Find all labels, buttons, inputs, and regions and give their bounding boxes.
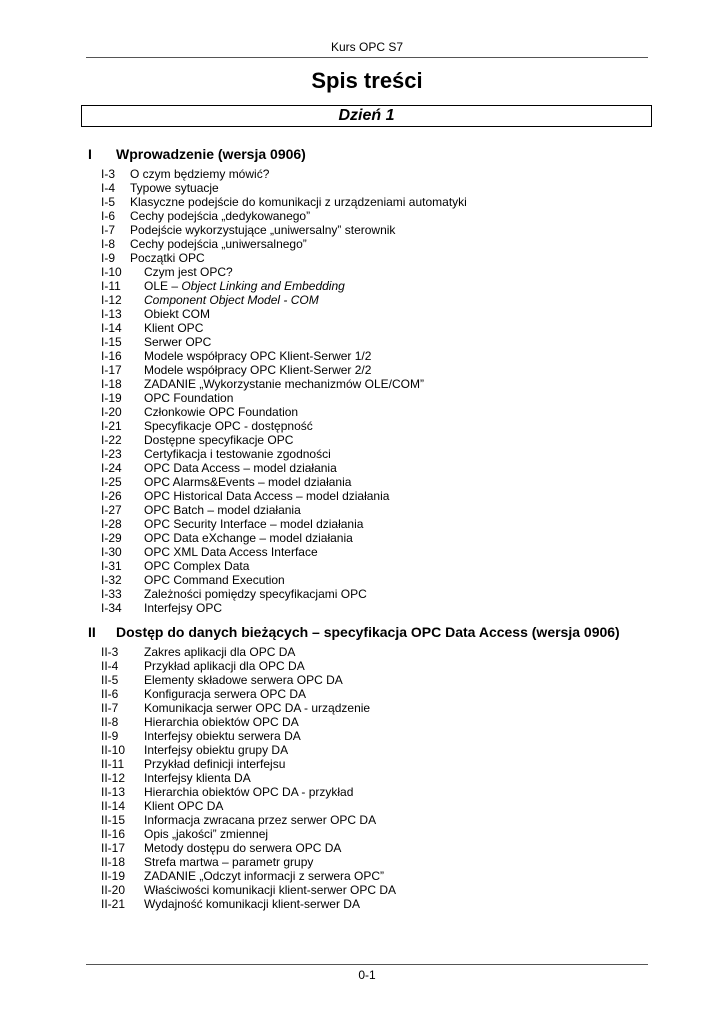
section-number: II: [88, 624, 96, 640]
entry-code: I-24: [101, 461, 122, 475]
entry-title-text: OPC XML Data Access Interface: [144, 545, 318, 559]
entry-title: [144, 475, 351, 489]
toc-entry: [101, 559, 661, 573]
entry-title: [144, 813, 376, 827]
entry-code: I-34: [101, 601, 122, 615]
entry-title-text: Hierarchia obiektów OPC DA - przykład: [144, 785, 354, 799]
toc-entry: [101, 545, 661, 559]
toc-entry: [101, 841, 661, 855]
entry-title: [144, 673, 343, 687]
footer-rule: [86, 964, 648, 965]
entry-title: [144, 897, 360, 911]
entry-code: I-19: [101, 391, 122, 405]
entry-code: II-20: [101, 883, 126, 897]
entry-code: II-15: [101, 813, 126, 827]
entry-title-text: ZADANIE „Odczyt informacji z serwera OPC”: [144, 869, 385, 883]
entry-title: [144, 265, 233, 279]
entry-title: [144, 827, 268, 841]
entry-title: [144, 335, 211, 349]
toc-entry: [101, 237, 661, 251]
entry-code: I-9: [101, 251, 116, 265]
entry-code: I-6: [101, 209, 116, 223]
day-heading-box: [81, 105, 652, 127]
entry-title-text: Klasyczne podejście do komunikacji z urządzeniami automatyki: [130, 195, 467, 209]
entry-title-text: Początki OPC: [130, 251, 205, 265]
entry-title: [144, 715, 299, 729]
toc-entry: [101, 475, 661, 489]
entry-code: II-18: [101, 855, 126, 869]
toc-entry: [101, 279, 661, 293]
entry-title-text: Czym jest OPC?: [144, 265, 233, 279]
entry-title: [144, 659, 305, 673]
entry-title-text: OLE –: [144, 279, 182, 293]
entry-title: [130, 167, 269, 181]
entry-title-italic: Object Linking and Embedding: [181, 279, 345, 293]
entry-title: [144, 531, 353, 545]
entry-code: I-25: [101, 475, 122, 489]
entry-code: I-22: [101, 433, 122, 447]
entry-title-text: OPC Complex Data: [144, 559, 250, 573]
toc-entry: [101, 195, 661, 209]
toc-entry: [101, 265, 661, 279]
toc-entry: [101, 335, 661, 349]
entry-code: I-10: [101, 265, 122, 279]
toc-entry: [101, 813, 661, 827]
entry-title: [144, 377, 424, 391]
entry-code: I-33: [101, 587, 122, 601]
entry-title-text: Cechy podejścia „uniwersalnego”: [130, 237, 307, 251]
toc-entry: [101, 377, 661, 391]
entry-code: II-4: [101, 659, 119, 673]
entry-title: [144, 799, 223, 813]
entry-title-text: OPC Batch – model działania: [144, 503, 301, 517]
entry-title: [144, 601, 222, 615]
entry-title-text: Obiekt COM: [144, 307, 211, 321]
entry-title: [144, 757, 285, 771]
entry-title-text: ZADANIE „Wykorzystanie mechanizmów OLE/COM”: [144, 377, 424, 391]
running-header: Kurs OPC S7: [330, 40, 404, 54]
toc-entry: [101, 433, 661, 447]
toc-entry: [101, 503, 661, 517]
entry-title: [144, 321, 203, 335]
entry-title-text: Metody dostępu do serwera OPC DA: [144, 841, 342, 855]
entry-title: [144, 687, 306, 701]
entry-code: I-17: [101, 363, 122, 377]
entry-title-text: O czym będziemy mówić?: [130, 167, 270, 181]
entry-title-text: Wydajność komunikacji klient-serwer DA: [144, 897, 360, 911]
entry-title: [144, 461, 337, 475]
entry-title: [144, 559, 249, 573]
entry-title-italic: Component Object Model - COM: [144, 293, 319, 307]
entry-title-text: OPC Security Interface – model działania: [144, 517, 364, 531]
toc-entry: [101, 827, 661, 841]
entry-title: [144, 349, 371, 363]
toc-entry: [101, 293, 661, 307]
entry-code: I-31: [101, 559, 122, 573]
entry-title-text: Komunikacja serwer OPC DA - urządzenie: [144, 701, 371, 715]
entry-title-text: Przykład definicji interfejsu: [144, 757, 286, 771]
entry-code: I-16: [101, 349, 122, 363]
entry-title-text: Klient OPC: [144, 321, 204, 335]
page-number: 0-1: [358, 968, 376, 982]
entry-code: I-21: [101, 419, 122, 433]
toc-entry: [101, 531, 661, 545]
entry-code: I-14: [101, 321, 122, 335]
entry-title: [130, 237, 307, 251]
entry-title: [144, 307, 210, 321]
toc-entry: [101, 489, 661, 503]
entry-code: I-28: [101, 517, 122, 531]
entry-title-text: OPC Historical Data Access – model działania: [144, 489, 390, 503]
entry-title-text: Cechy podejścia „dedykowanego”: [130, 209, 311, 223]
entry-title-text: Hierarchia obiektów OPC DA: [144, 715, 299, 729]
toc-entry: [101, 743, 661, 757]
toc-entry: [101, 349, 661, 363]
toc-entry: [101, 405, 661, 419]
entry-title-text: Dostępne specyfikacje OPC: [144, 433, 294, 447]
toc-list-section-2: [101, 645, 661, 911]
entry-code: I-15: [101, 335, 122, 349]
toc-entry: [101, 897, 661, 911]
entry-title: [144, 363, 371, 377]
entry-code: I-29: [101, 531, 122, 545]
entry-code: II-21: [101, 897, 126, 911]
entry-title-text: Modele współpracy OPC Klient-Serwer 2/2: [144, 363, 372, 377]
entry-title: [144, 869, 384, 883]
entry-code: I-32: [101, 573, 122, 587]
entry-code: II-12: [101, 771, 126, 785]
entry-code: I-23: [101, 447, 122, 461]
entry-title: [144, 419, 313, 433]
entry-title: [144, 645, 295, 659]
entry-title-text: Specyfikacje OPC - dostępność: [144, 419, 313, 433]
entry-title-text: Informacja zwracana przez serwer OPC DA: [144, 813, 377, 827]
toc-entry: [101, 729, 661, 743]
entry-title: [130, 181, 219, 195]
entry-code: II-13: [101, 785, 126, 799]
entry-title: [144, 883, 396, 897]
day-label: Dzień 1: [338, 107, 395, 124]
entry-code: I-3: [101, 167, 116, 181]
toc-entry: [101, 167, 661, 181]
entry-code: I-7: [101, 223, 116, 237]
entry-title-text: Typowe sytuacje: [130, 181, 219, 195]
entry-title-text: Przykład aplikacji dla OPC DA: [144, 659, 305, 673]
entry-title: [144, 489, 389, 503]
entry-title-text: Elementy składowe serwera OPC DA: [144, 673, 343, 687]
toc-entry: [101, 715, 661, 729]
entry-code: I-4: [101, 181, 116, 195]
toc-entry: [101, 673, 661, 687]
entry-title: [144, 743, 288, 757]
entry-title: [144, 447, 331, 461]
entry-title-text: Strefa martwa – parametr grupy: [144, 855, 314, 869]
toc-entry: [101, 659, 661, 673]
entry-code: II-9: [101, 729, 119, 743]
toc-entry: [101, 601, 661, 615]
entry-code: I-26: [101, 489, 122, 503]
entry-title-text: OPC Foundation: [144, 391, 234, 405]
entry-title: [144, 701, 370, 715]
entry-title-text: Właściwości komunikacji klient-serwer OPC DA: [144, 883, 397, 897]
entry-code: I-12: [101, 293, 122, 307]
entry-code: II-19: [101, 869, 126, 883]
entry-title-text: OPC Alarms&Events – model działania: [144, 475, 352, 489]
toc-entry: [101, 223, 661, 237]
toc-entry: [101, 209, 661, 223]
entry-title-text: OPC Command Execution: [144, 573, 285, 587]
entry-title: [144, 841, 341, 855]
entry-code: I-13: [101, 307, 122, 321]
entry-code: II-16: [101, 827, 126, 841]
toc-entry: [101, 517, 661, 531]
header-rule: [86, 57, 648, 58]
entry-title-text: Opis „jakości” zmiennej: [144, 827, 269, 841]
entry-title: [144, 573, 285, 587]
entry-title-text: Konfiguracja serwera OPC DA: [144, 687, 307, 701]
entry-title: [144, 405, 298, 419]
entry-code: I-11: [101, 279, 121, 293]
toc-entry: [101, 785, 661, 799]
entry-code: I-30: [101, 545, 122, 559]
toc-entry: [101, 855, 661, 869]
entry-code: I-8: [101, 237, 116, 251]
entry-code: II-14: [101, 799, 126, 813]
entry-title: [144, 587, 367, 601]
entry-title: [144, 785, 353, 799]
entry-title: [130, 195, 467, 209]
entry-title: [144, 293, 319, 307]
entry-title-text: Członkowie OPC Foundation: [144, 405, 299, 419]
entry-title-text: Interfejsy obiektu serwera DA: [144, 729, 301, 743]
entry-title: [144, 517, 363, 531]
toc-entry: [101, 587, 661, 601]
toc-list-section-1: [101, 167, 661, 615]
entry-title: [144, 545, 318, 559]
toc-entry: [101, 321, 661, 335]
entry-title-text: Interfejsy obiektu grupy DA: [144, 743, 289, 757]
entry-code: II-3: [101, 645, 119, 659]
entry-title: [144, 771, 251, 785]
entry-code: II-8: [101, 715, 119, 729]
entry-code: II-6: [101, 687, 119, 701]
toc-entry: [101, 363, 661, 377]
entry-code: I-5: [101, 195, 116, 209]
toc-entry: [101, 645, 661, 659]
section-title: Wprowadzenie (wersja 0906): [116, 146, 306, 162]
entry-title: [144, 279, 345, 293]
entry-title-text: Zakres aplikacji dla OPC DA: [144, 645, 296, 659]
entry-title-text: Serwer OPC: [144, 335, 212, 349]
toc-entry: [101, 883, 661, 897]
toc-entry: [101, 687, 661, 701]
toc-entry: [101, 251, 661, 265]
entry-code: II-7: [101, 701, 119, 715]
entry-title: [130, 223, 395, 237]
toc-entry: [101, 419, 661, 433]
toc-entry: [101, 461, 661, 475]
entry-title-text: Zależności pomiędzy specyfikacjami OPC: [144, 587, 367, 601]
toc-entry: [101, 771, 661, 785]
section-title: Dostęp do danych bieżących – specyfikacja OPC Data Access (wersja 0906): [116, 624, 620, 640]
toc-entry: [101, 573, 661, 587]
page-title: Spis treści: [311, 68, 423, 93]
entry-code: II-11: [101, 757, 125, 771]
entry-title-text: Klient OPC DA: [144, 799, 224, 813]
toc-entry: [101, 391, 661, 405]
toc-entry: [101, 701, 661, 715]
toc-entry: [101, 799, 661, 813]
entry-title-text: Modele współpracy OPC Klient-Serwer 1/2: [144, 349, 372, 363]
toc-entry: [101, 757, 661, 771]
entry-title: [130, 209, 310, 223]
entry-title: [144, 729, 301, 743]
entry-title-text: Certyfikacja i testowanie zgodności: [144, 447, 331, 461]
entry-code: II-5: [101, 673, 119, 687]
entry-title: [144, 433, 293, 447]
entry-title-text: OPC Data eXchange – model działania: [144, 531, 353, 545]
entry-title-text: Interfejsy klienta DA: [144, 771, 251, 785]
entry-title: [144, 855, 313, 869]
entry-title: [130, 251, 205, 265]
toc-entry: [101, 869, 661, 883]
toc-entry: [101, 307, 661, 321]
entry-title-text: OPC Data Access – model działania: [144, 461, 337, 475]
entry-title-text: Podejście wykorzystujące „uniwersalny” sterownik: [130, 223, 396, 237]
entry-title: [144, 391, 233, 405]
entry-code: II-10: [101, 743, 126, 757]
toc-entry: [101, 181, 661, 195]
entry-title: [144, 503, 301, 517]
entry-title-text: Interfejsy OPC: [144, 601, 223, 615]
entry-code: II-17: [101, 841, 126, 855]
entry-code: I-27: [101, 503, 122, 517]
entry-code: I-20: [101, 405, 122, 419]
toc-entry: [101, 447, 661, 461]
entry-code: I-18: [101, 377, 122, 391]
section-number: I: [88, 146, 92, 162]
